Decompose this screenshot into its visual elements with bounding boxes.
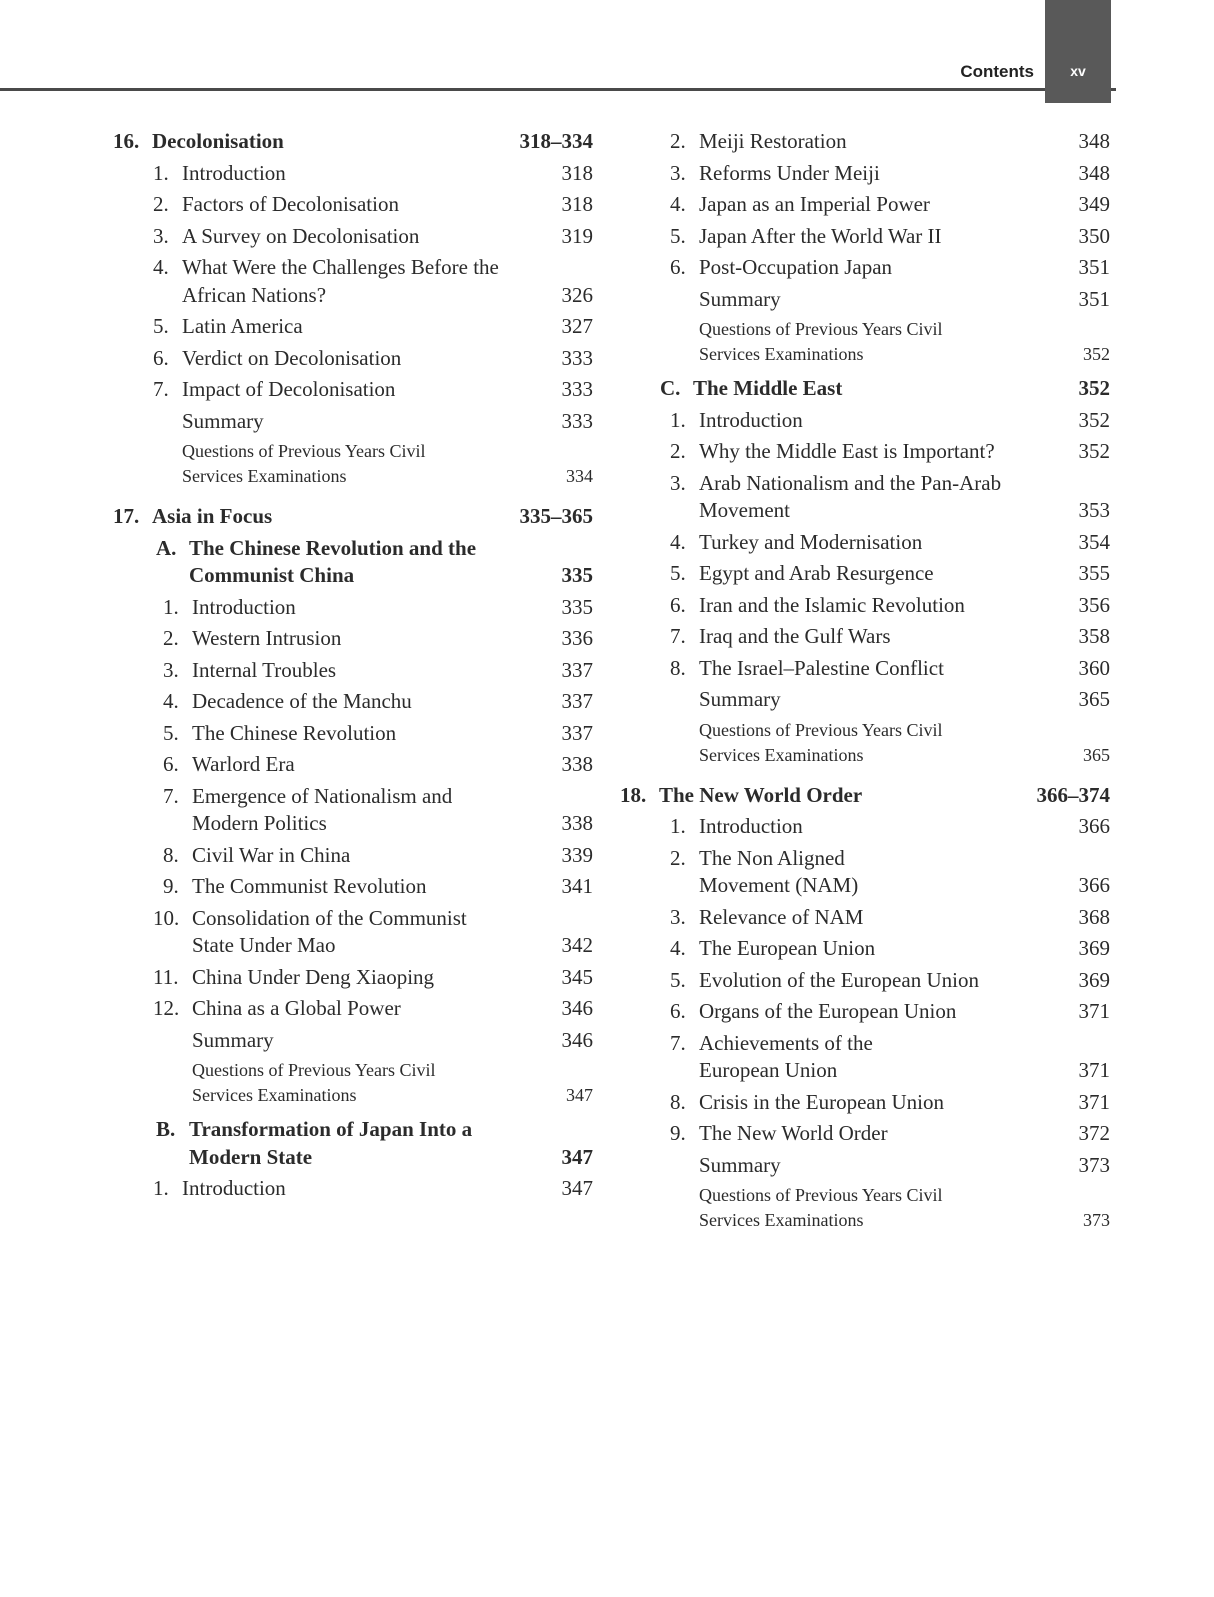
entry-page: 368 bbox=[1078, 904, 1110, 929]
entry-title: Evolution of the European Union bbox=[699, 967, 979, 992]
entry-number: 4. bbox=[670, 192, 686, 216]
questions-title: Questions of Previous Years Civil Services Examinations bbox=[699, 719, 943, 765]
entry-number: 7. bbox=[670, 624, 686, 648]
section-letter: B. bbox=[156, 1117, 176, 1141]
entry-title: Decadence of the Manchu bbox=[192, 689, 412, 713]
entry-page: 337 bbox=[561, 720, 593, 745]
entry-number: 8. bbox=[670, 1089, 686, 1114]
entry-page: 355 bbox=[1078, 561, 1110, 585]
entry-page: 333 bbox=[561, 377, 593, 401]
entry-title: The New World Order bbox=[699, 1121, 888, 1145]
entry-page: 327 bbox=[561, 314, 593, 338]
entry-page: 371 bbox=[1078, 1058, 1110, 1082]
section-page: 335 bbox=[561, 563, 593, 587]
toc-entry[interactable] bbox=[630, 967, 1110, 995]
entry-number: 1. bbox=[670, 407, 686, 432]
toc-entry[interactable] bbox=[630, 529, 1110, 557]
entry-title: Why the Middle East is Important? bbox=[699, 439, 995, 463]
entry-page: 349 bbox=[1078, 192, 1110, 216]
entry-number: 3. bbox=[670, 160, 686, 185]
section-page: 347 bbox=[561, 1144, 593, 1169]
summary-title: Summary bbox=[699, 687, 781, 711]
toc-entry[interactable] bbox=[630, 904, 1110, 932]
entry-page: 346 bbox=[561, 996, 593, 1020]
toc-questions[interactable] bbox=[630, 718, 1110, 768]
toc-entry[interactable] bbox=[113, 313, 593, 341]
entry-page: 366 bbox=[1078, 814, 1110, 838]
entry-page: 337 bbox=[561, 689, 593, 713]
toc-entry[interactable] bbox=[630, 623, 1110, 651]
entry-number: 10. bbox=[153, 905, 180, 930]
section-letter: A. bbox=[156, 535, 177, 560]
questions-page: 347 bbox=[566, 1085, 593, 1105]
summary-page: 365 bbox=[1078, 687, 1110, 711]
entry-title: Relevance of NAM bbox=[699, 904, 864, 929]
entry-page: 333 bbox=[561, 345, 593, 370]
toc-entry[interactable] bbox=[630, 560, 1110, 588]
toc-entry[interactable] bbox=[630, 128, 1110, 156]
entry-page: 335 bbox=[561, 594, 593, 619]
entry-page: 354 bbox=[1078, 529, 1110, 554]
entry-page: 353 bbox=[1078, 498, 1110, 522]
entry-number: 5. bbox=[163, 720, 179, 745]
entry-title: Internal Troubles bbox=[192, 657, 337, 682]
entry-title: Impact of Decolonisation bbox=[182, 377, 396, 401]
entry-number: 5. bbox=[153, 314, 169, 338]
toc-entry[interactable] bbox=[113, 905, 593, 960]
entry-title: Introduction bbox=[192, 594, 296, 619]
chapter-pages: 335–365 bbox=[519, 504, 593, 528]
entry-title: A Survey on Decolonisation bbox=[182, 223, 420, 248]
entry-title: The Communist Revolution bbox=[192, 874, 427, 898]
entry-number: 3. bbox=[670, 470, 686, 495]
chapter-pages: 366–374 bbox=[1036, 782, 1110, 807]
entry-title: Warlord Era bbox=[192, 752, 295, 776]
toc-entry[interactable] bbox=[630, 655, 1110, 683]
chapter-number: 16. bbox=[113, 129, 140, 153]
questions-page: 373 bbox=[1083, 1210, 1110, 1230]
entry-page: 336 bbox=[561, 626, 593, 650]
entry-number: 3. bbox=[153, 223, 169, 248]
entry-title: Post-Occupation Japan bbox=[699, 255, 893, 279]
toc-entry[interactable] bbox=[630, 935, 1110, 963]
entry-number: 3. bbox=[670, 904, 686, 929]
toc-right-column bbox=[620, 128, 1110, 1233]
entry-page: 360 bbox=[1078, 655, 1110, 680]
questions-page: 365 bbox=[1083, 744, 1110, 765]
toc-entry[interactable] bbox=[630, 191, 1110, 219]
entry-title: The Chinese Revolution bbox=[192, 720, 397, 745]
entry-number: 1. bbox=[153, 160, 169, 185]
entry-number: 4. bbox=[670, 936, 686, 960]
toc-questions[interactable] bbox=[113, 1058, 593, 1108]
toc-summary[interactable] bbox=[630, 286, 1110, 314]
entry-number: 1. bbox=[163, 594, 179, 619]
entry-page: 352 bbox=[1078, 407, 1110, 432]
entry-number: 6. bbox=[153, 345, 169, 370]
entry-page: 371 bbox=[1078, 999, 1110, 1023]
entry-page: 326 bbox=[561, 282, 593, 307]
entry-title: Japan After the World War II bbox=[699, 223, 942, 248]
entry-page: 351 bbox=[1078, 255, 1110, 279]
summary-title: Summary bbox=[182, 408, 264, 433]
entry-title: Introduction bbox=[182, 160, 286, 185]
entry-title: Western Intrusion bbox=[192, 626, 342, 650]
entry-title: Turkey and Modernisation bbox=[699, 529, 923, 554]
entry-page: 345 bbox=[561, 964, 593, 989]
toc-entry[interactable] bbox=[113, 964, 593, 992]
entry-number: 5. bbox=[670, 223, 686, 248]
entry-page: 337 bbox=[561, 657, 593, 682]
running-header-title: Contents bbox=[960, 62, 1034, 81]
toc-entry[interactable] bbox=[113, 720, 593, 748]
chapter-number: 17. bbox=[113, 504, 140, 528]
entry-number: 6. bbox=[670, 592, 686, 617]
entry-number: 2. bbox=[670, 129, 686, 153]
entry-number: 4. bbox=[670, 529, 686, 554]
questions-page: 334 bbox=[566, 466, 593, 486]
entry-page: 358 bbox=[1078, 624, 1110, 648]
entry-page: 372 bbox=[1078, 1121, 1110, 1145]
chapter-title: The New World Order bbox=[659, 782, 863, 807]
section-title: The Chinese Revolution and the Communist China bbox=[189, 535, 477, 587]
entry-title: Verdict on Decolonisation bbox=[182, 345, 402, 370]
entry-title: Organs of the European Union bbox=[699, 999, 957, 1023]
toc-summary[interactable] bbox=[630, 686, 1110, 714]
toc-entry[interactable] bbox=[113, 751, 593, 779]
toc-summary[interactable] bbox=[113, 408, 593, 436]
toc-entry[interactable] bbox=[630, 438, 1110, 466]
header-rule bbox=[0, 88, 1116, 91]
entry-page: 348 bbox=[1078, 160, 1110, 185]
toc-summary[interactable] bbox=[630, 1152, 1110, 1180]
toc-entry[interactable] bbox=[630, 160, 1110, 188]
toc-entry[interactable] bbox=[113, 191, 593, 219]
toc-entry[interactable] bbox=[630, 845, 1110, 900]
toc-entry[interactable] bbox=[113, 995, 593, 1023]
summary-title: Summary bbox=[699, 286, 781, 311]
entry-number: 3. bbox=[163, 657, 179, 682]
entry-number: 6. bbox=[670, 999, 686, 1023]
entry-title: Factors of Decolonisation bbox=[182, 192, 399, 216]
summary-page: 373 bbox=[1078, 1152, 1110, 1177]
entry-number: 2. bbox=[670, 845, 686, 870]
questions-title: Questions of Previous Years Civil Services Examinations bbox=[699, 1185, 943, 1230]
entry-page: 342 bbox=[561, 933, 593, 957]
entry-title: The Non Aligned Movement (NAM) bbox=[699, 845, 859, 897]
chapter-title: Decolonisation bbox=[152, 129, 284, 153]
questions-title: Questions of Previous Years Civil Services Examinations bbox=[699, 319, 943, 364]
entry-number: 7. bbox=[670, 1030, 686, 1055]
entry-page: 338 bbox=[561, 811, 593, 835]
entry-number: 6. bbox=[163, 752, 179, 776]
toc-entry[interactable] bbox=[630, 470, 1110, 525]
section-title: The Middle East bbox=[693, 376, 843, 400]
section-page: 352 bbox=[1078, 376, 1110, 400]
toc-entry[interactable] bbox=[113, 345, 593, 373]
toc-chapter-18[interactable] bbox=[620, 782, 1110, 810]
toc-entry[interactable] bbox=[630, 592, 1110, 620]
entry-title: Egypt and Arab Resurgence bbox=[699, 561, 934, 585]
toc-entry[interactable] bbox=[630, 407, 1110, 435]
entry-page: 350 bbox=[1078, 223, 1110, 248]
toc-entry[interactable] bbox=[113, 873, 593, 901]
entry-page: 366 bbox=[1078, 873, 1110, 897]
toc-section-c[interactable] bbox=[630, 375, 1110, 403]
entry-title: Introduction bbox=[182, 1176, 286, 1200]
toc-section-a[interactable] bbox=[113, 535, 593, 590]
entry-title: Introduction bbox=[699, 814, 803, 838]
entry-number: 2. bbox=[153, 192, 169, 216]
entry-title: Arab Nationalism and the Pan-Arab Movement bbox=[699, 470, 1002, 522]
entry-number: 4. bbox=[163, 689, 179, 713]
entry-number: 7. bbox=[163, 783, 179, 808]
summary-title: Summary bbox=[192, 1027, 274, 1052]
entry-title: Meiji Restoration bbox=[699, 129, 847, 153]
entry-number: 11. bbox=[153, 964, 179, 989]
entry-title: China as a Global Power bbox=[192, 996, 401, 1020]
entry-page: 339 bbox=[561, 842, 593, 867]
entry-page: 369 bbox=[1078, 936, 1110, 960]
toc-entry[interactable] bbox=[630, 1030, 1110, 1085]
toc-questions[interactable] bbox=[630, 317, 1110, 367]
entry-page: 352 bbox=[1078, 439, 1110, 463]
toc-entry[interactable] bbox=[113, 254, 593, 309]
toc-left-column bbox=[113, 128, 593, 1203]
entry-number: 7. bbox=[153, 377, 169, 401]
toc-entry[interactable] bbox=[113, 376, 593, 404]
entry-page: 348 bbox=[1078, 129, 1110, 153]
entry-number: 1. bbox=[153, 1176, 169, 1200]
toc-entry[interactable] bbox=[113, 842, 593, 870]
entry-title: Introduction bbox=[699, 407, 803, 432]
toc-entry[interactable] bbox=[113, 657, 593, 685]
entry-title: China Under Deng Xiaoping bbox=[192, 964, 435, 989]
toc-summary[interactable] bbox=[113, 1027, 593, 1055]
entry-page: 318 bbox=[561, 192, 593, 216]
questions-page: 352 bbox=[1083, 344, 1110, 364]
entry-title: Iraq and the Gulf Wars bbox=[699, 624, 891, 648]
toc-section-b[interactable] bbox=[113, 1116, 593, 1171]
toc-entry[interactable] bbox=[113, 625, 593, 653]
entry-number: 2. bbox=[163, 626, 179, 650]
page-number: xv bbox=[1070, 63, 1086, 79]
toc-entry[interactable] bbox=[113, 783, 593, 838]
toc-entry[interactable] bbox=[113, 160, 593, 188]
entry-page: 341 bbox=[561, 874, 593, 898]
toc-entry[interactable] bbox=[630, 998, 1110, 1026]
page-number-tab bbox=[1045, 0, 1111, 103]
toc-entry[interactable] bbox=[630, 1120, 1110, 1148]
questions-title: Questions of Previous Years Civil Services Examinations bbox=[182, 441, 426, 486]
section-letter: C. bbox=[660, 376, 681, 400]
toc-entry[interactable] bbox=[630, 1089, 1110, 1117]
toc-entry[interactable] bbox=[113, 1175, 593, 1203]
toc-entry[interactable] bbox=[113, 223, 593, 251]
entry-page: 318 bbox=[561, 160, 593, 185]
entry-page: 369 bbox=[1078, 967, 1110, 992]
toc-chapter-17[interactable] bbox=[113, 503, 593, 531]
entry-number: 9. bbox=[670, 1121, 686, 1145]
entry-title: Reforms Under Meiji bbox=[699, 160, 880, 185]
entry-number: 12. bbox=[153, 996, 180, 1020]
entry-title: Iran and the Islamic Revolution bbox=[699, 592, 965, 617]
chapter-pages: 318–334 bbox=[519, 129, 593, 153]
summary-page: 346 bbox=[561, 1027, 593, 1052]
summary-title: Summary bbox=[699, 1152, 781, 1177]
entry-number: 8. bbox=[670, 655, 686, 680]
summary-page: 333 bbox=[561, 408, 593, 433]
entry-number: 2. bbox=[670, 439, 686, 463]
entry-number: 8. bbox=[163, 842, 179, 867]
entry-number: 5. bbox=[670, 561, 686, 585]
entry-number: 6. bbox=[670, 255, 686, 279]
toc-entry[interactable] bbox=[113, 688, 593, 716]
chapter-title: Asia in Focus bbox=[152, 504, 273, 528]
toc-entry[interactable] bbox=[113, 594, 593, 622]
entry-title: The Israel–Palestine Conflict bbox=[699, 655, 944, 680]
section-title: Transformation of Japan Into a Modern State bbox=[189, 1117, 473, 1169]
questions-title: Questions of Previous Years Civil Services Examinations bbox=[192, 1060, 436, 1105]
entry-page: 347 bbox=[561, 1176, 593, 1200]
toc-entry[interactable] bbox=[630, 813, 1110, 841]
entry-title: What Were the Challenges Before the African Nations? bbox=[182, 255, 499, 307]
entry-title: Civil War in China bbox=[192, 842, 351, 867]
entry-page: 319 bbox=[561, 223, 593, 248]
entry-number: 4. bbox=[153, 255, 169, 279]
summary-page: 351 bbox=[1078, 286, 1110, 311]
entry-title: Consolidation of the Communist State Under Mao bbox=[192, 905, 467, 957]
toc-chapter-16[interactable] bbox=[113, 128, 593, 156]
entry-title: Japan as an Imperial Power bbox=[699, 192, 930, 216]
entry-page: 338 bbox=[561, 752, 593, 776]
entry-title: Achievements of the European Union bbox=[699, 1030, 873, 1082]
entry-number: 9. bbox=[163, 874, 179, 898]
toc-questions[interactable] bbox=[113, 439, 593, 489]
toc-questions[interactable] bbox=[630, 1183, 1110, 1233]
entry-number: 5. bbox=[670, 967, 686, 992]
chapter-number: 18. bbox=[620, 782, 647, 807]
entry-number: 1. bbox=[670, 814, 686, 838]
entry-page: 356 bbox=[1078, 592, 1110, 617]
toc-entry[interactable] bbox=[630, 254, 1110, 282]
entry-title: The European Union bbox=[699, 936, 876, 960]
entry-title: Latin America bbox=[182, 314, 303, 338]
entry-title: Emergence of Nationalism and Modern Politics bbox=[192, 783, 453, 835]
entry-page: 371 bbox=[1078, 1089, 1110, 1114]
toc-entry[interactable] bbox=[630, 223, 1110, 251]
entry-title: Crisis in the European Union bbox=[699, 1089, 944, 1114]
